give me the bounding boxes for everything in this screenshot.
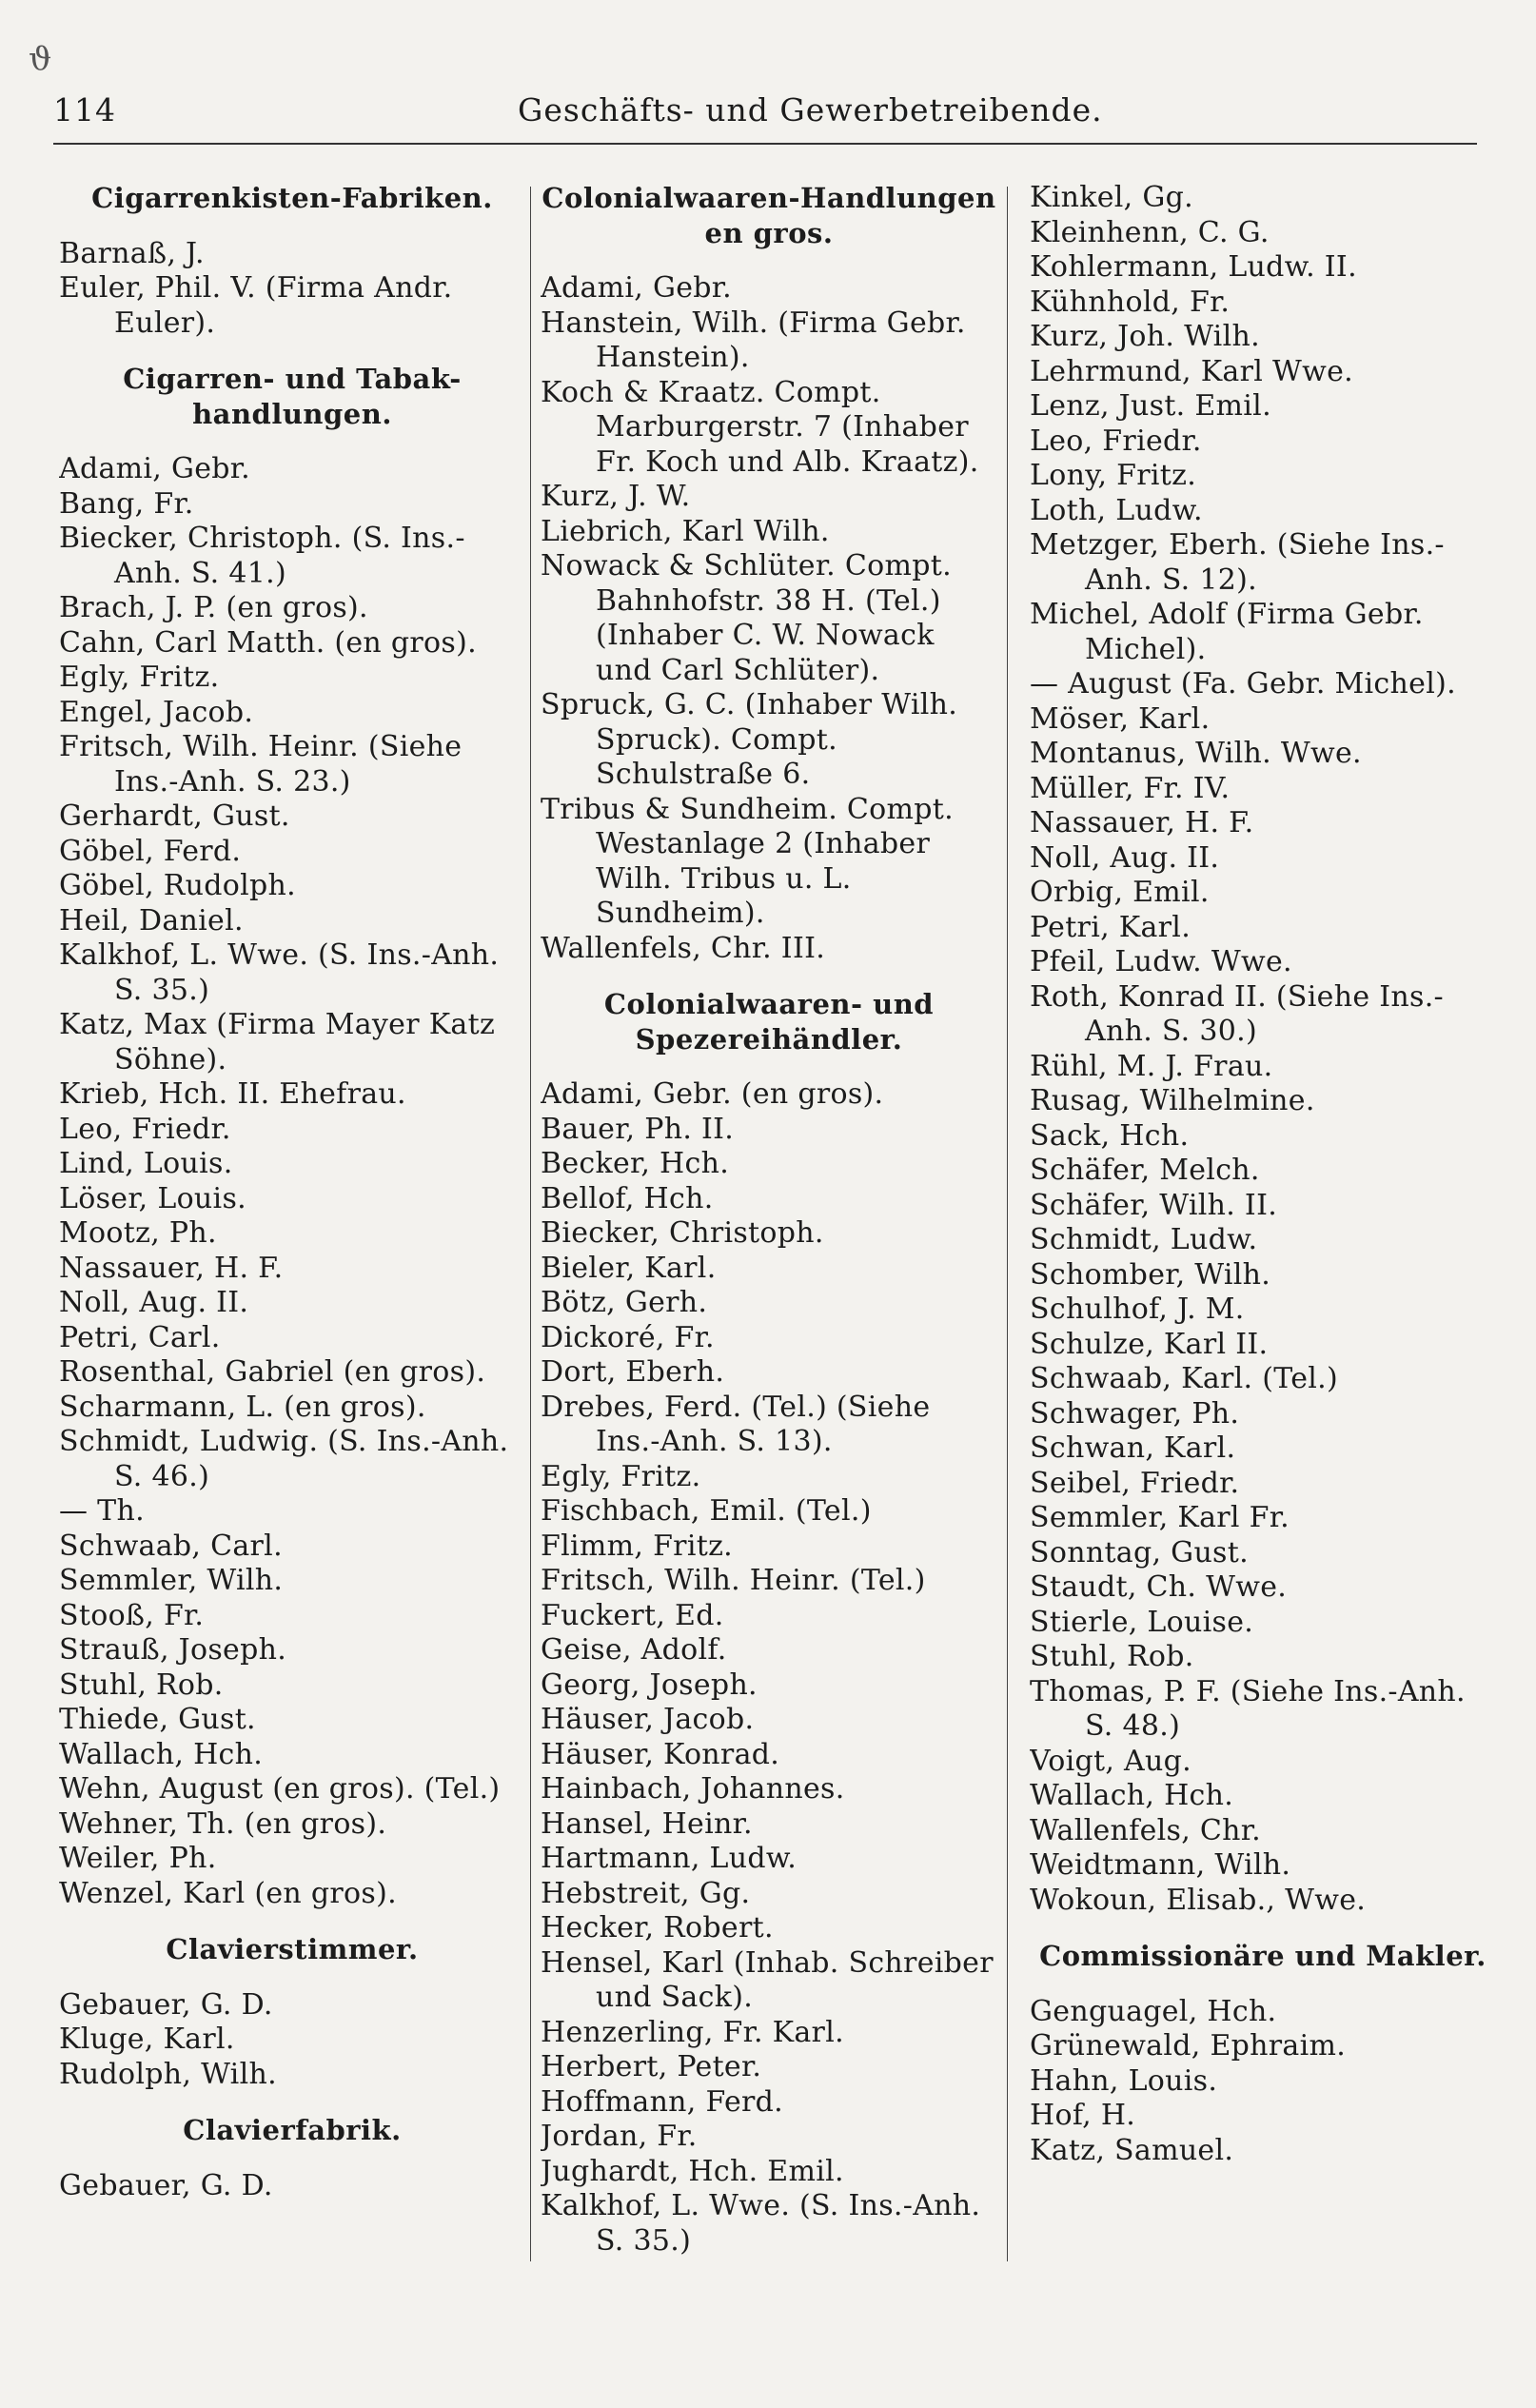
directory-entry: Gebauer, G. D. (59, 2168, 273, 2202)
directory-entry: Hebstreit, Gg. (541, 1876, 751, 1910)
directory-entry: Fritsch, Wilh. Heinr. (Tel.) (541, 1564, 926, 1597)
directory-entry: Barnaß, J. (59, 236, 205, 270)
directory-entry: Krieb, Hch. II. Ehefrau. (59, 1077, 406, 1111)
directory-entry: Löser, Louis. (59, 1181, 246, 1215)
entry-list (541, 1077, 997, 2259)
directory-entry: Wallach, Hch. (59, 1737, 264, 1771)
directory-entry: Wallenfels, Chr. III. (541, 931, 826, 965)
directory-entry: Egly, Fritz. (59, 661, 220, 694)
column-3 (1030, 181, 1496, 2370)
directory-entry: Nassauer, H. F. (59, 1251, 284, 1285)
directory-entry: Schäfer, Melch. (1030, 1154, 1260, 1187)
directory-entry: Pfeil, Ludw. Wwe. (1030, 945, 1292, 978)
directory-entry: Mootz, Ph. (59, 1216, 217, 1250)
directory-entry: Genguagel, Hch. (1030, 1994, 1277, 2028)
directory-entry: Henzerling, Fr. Karl. (541, 2015, 844, 2049)
directory-section (1030, 1939, 1496, 2168)
directory-section (1030, 181, 1496, 1918)
directory-entry: Möser, Karl. (1030, 701, 1211, 736)
directory-entry: Cahn, Carl Matth. (en gros). (59, 625, 477, 660)
directory-entry: Katz, Samuel. (1030, 2133, 1234, 2167)
directory-entry: Rudolph, Wilh. (59, 2057, 277, 2091)
directory-entry: Wokoun, Elisab., Wwe. (1030, 1883, 1367, 1917)
section-title: Clavierstimmer. (166, 1933, 419, 1965)
directory-entry: Hecker, Robert. (541, 1911, 774, 1944)
section-title: Clavierfabrik. (183, 2114, 402, 2146)
directory-entry: Kalkhof, L. Wwe. (S. Ins.-Anh. S. 35.) (541, 2189, 981, 2258)
directory-entry: Schwan, Karl. (1030, 1431, 1236, 1465)
directory-entry: Sack, Hch. (1030, 1118, 1190, 1153)
section-title: Colonialwaaren- und Spezereihändler. (603, 988, 935, 1056)
directory-section (59, 181, 525, 341)
directory-entry: Adami, Gebr. (59, 452, 250, 485)
directory-entry: Stuhl, Rob. (59, 1668, 224, 1702)
directory-entry: Fritsch, Wilh. Heinr. (Siehe Ins.-Anh. S. 23.) (59, 730, 463, 799)
directory-entry: Wehn, August (en gros). (Tel.) (59, 1772, 501, 1806)
directory-entry: Montanus, Wilh. Wwe. (1030, 737, 1362, 770)
directory-entry: Koch & Kraatz. Compt. Marburgerstr. 7 (Inhaber Fr. Koch und Alb. Kraatz). (541, 375, 979, 479)
column-divider (1007, 187, 1008, 2261)
directory-entry: Biecker, Christoph. (S. Ins.-Anh. S. 41.) (59, 522, 465, 590)
directory-entry: Lony, Fritz. (1030, 459, 1197, 492)
directory-entry: Noll, Aug. II. (59, 1286, 249, 1319)
directory-entry: Seibel, Friedr. (1030, 1466, 1240, 1500)
directory-entry: Sonntag, Gust. (1030, 1535, 1249, 1569)
entry-list (59, 237, 525, 342)
directory-entry: Schwaab, Karl. (Tel.) (1030, 1362, 1338, 1395)
directory-entry: Semmler, Karl Fr. (1030, 1501, 1290, 1534)
directory-entry: Schäfer, Wilh. II. (1030, 1188, 1278, 1222)
directory-entry: Roth, Konrad II. (Siehe Ins.-Anh. S. 30.) (1030, 979, 1444, 1048)
directory-entry: Biecker, Christoph. (541, 1216, 824, 1250)
directory-section (541, 181, 997, 966)
directory-entry: Hainbach, Johannes. (541, 1772, 845, 1806)
directory-entry: Gebauer, G. D. (59, 1987, 273, 2022)
directory-entry: Göbel, Rudolph. (59, 869, 296, 902)
directory-entry: Wallenfels, Chr. (1030, 1813, 1261, 1847)
page-header (53, 91, 1477, 139)
directory-entry: Weidtmann, Wilh. (1030, 1848, 1291, 1882)
entry-list (59, 1988, 525, 2093)
directory-entry: Kohlermann, Ludw. II. (1030, 250, 1357, 284)
directory-section (59, 362, 525, 1911)
directory-entry: Bieler, Karl. (541, 1251, 717, 1285)
directory-entry: Rosenthal, Gabriel (en gros). (59, 1355, 486, 1389)
directory-entry: Hof, H. (1030, 2099, 1136, 2132)
directory-entry: Engel, Jacob. (59, 695, 254, 729)
section-title: Cigarrenkisten-Fabriken. (91, 182, 493, 214)
directory-entry: Drebes, Ferd. (Tel.) (Siehe Ins.-Anh. S. 13). (541, 1390, 931, 1458)
directory-entry: Schulhof, J. M. (1030, 1293, 1245, 1326)
directory-entry: Metzger, Eberh. (Siehe Ins.-Anh. S. 12). (1030, 528, 1445, 597)
directory-entry: Schmidt, Ludwig. (S. Ins.-Anh. S. 46.) (59, 1425, 509, 1493)
directory-entry: Rusag, Wilhelmine. (1030, 1084, 1315, 1117)
directory-entry: Bötz, Gerh. (541, 1286, 708, 1319)
directory-entry: Jordan, Fr. (541, 2120, 698, 2153)
running-title: Geschäfts- und Gewerbetreibende. (518, 91, 1103, 128)
directory-section (541, 987, 997, 2259)
directory-entry: Semmler, Wilh. (59, 1564, 284, 1597)
directory-entry: Orbig, Emil. (1030, 876, 1210, 909)
directory-entry: Nassauer, H. F. (1030, 806, 1254, 839)
directory-entry: Häuser, Konrad. (541, 1737, 780, 1771)
directory-entry: Schulze, Karl II. (1030, 1327, 1269, 1361)
directory-entry: Heil, Daniel. (59, 903, 244, 938)
directory-entry: Hansel, Heinr. (541, 1806, 753, 1841)
section-title: Commissionäre und Makler. (1039, 1940, 1487, 1972)
entry-list (59, 452, 525, 1911)
directory-entry: Euler, Phil. V. (Firma Andr. Euler). (59, 271, 453, 340)
directory-entry: Loth, Ludw. (1030, 493, 1203, 527)
directory-entry: Hoffmann, Ferd. (541, 2084, 783, 2119)
directory-entry: Dickoré, Fr. (541, 1320, 715, 1354)
directory-entry: Lenz, Just. Emil. (1030, 389, 1271, 423)
directory-entry: Lehrmund, Karl Wwe. (1030, 354, 1353, 388)
directory-entry: Tribus & Sundheim. Compt. Westanlage 2 (Inhaber Wilh. Tribus u. L. Sundheim). (541, 792, 954, 930)
directory-entry: Leo, Friedr. (1030, 424, 1202, 458)
directory-entry: Michel, Adolf (Firma Gebr. Michel). (1030, 598, 1424, 666)
directory-entry: Rühl, M. J. Frau. (1030, 1049, 1273, 1083)
corner-mark: ϑ (29, 40, 52, 78)
column-divider (530, 187, 531, 2261)
directory-entry: Schmidt, Ludw. (1030, 1223, 1258, 1256)
directory-entry: Stooß, Fr. (59, 1598, 205, 1632)
directory-entry: Liebrich, Karl Wilh. (541, 514, 830, 548)
directory-entry: Hensel, Karl (Inhab. Schreiber und Sack). (541, 1945, 994, 2014)
directory-entry: Herbert, Peter. (541, 2050, 762, 2083)
directory-entry: Leo, Friedr. (59, 1112, 231, 1146)
directory-entry: Schwaab, Carl. (59, 1529, 283, 1563)
directory-entry: Schomber, Wilh. (1030, 1257, 1271, 1292)
directory-entry: Egly, Fritz. (541, 1459, 701, 1493)
directory-entry: Hahn, Louis. (1030, 2063, 1218, 2098)
directory-entry: Stuhl, Rob. (1030, 1640, 1194, 1673)
entry-list (59, 2169, 525, 2204)
directory-entry: Brach, J. P. (en gros). (59, 591, 368, 624)
directory-entry: Kinkel, Gg. (1030, 181, 1193, 214)
column-2 (541, 181, 997, 2370)
directory-entry: Kühnhold, Fr. (1030, 285, 1231, 319)
directory-entry: Nowack & Schlüter. Compt. Bahnhofstr. 38 H. (Tel.) (Inhaber C. W. Nowack und Carl Schlüter). (541, 549, 952, 687)
directory-entry: Petri, Karl. (1030, 910, 1191, 944)
directory-entry: Weiler, Ph. (59, 1842, 217, 1875)
entry-list (1030, 1995, 1496, 2169)
directory-entry: Bellof, Hch. (541, 1181, 714, 1215)
directory-entry: Müller, Fr. IV. (1030, 771, 1231, 805)
directory-section (59, 2113, 525, 2203)
directory-entry: Wehner, Th. (en gros). (59, 1806, 387, 1841)
directory-entry: Gerhardt, Gust. (59, 799, 290, 833)
directory-section (59, 1932, 525, 2092)
directory-entry: Adami, Gebr. (541, 271, 732, 305)
directory-entry: Hartmann, Ludw. (541, 1842, 798, 1875)
header-rule (53, 143, 1477, 145)
directory-entry: Kluge, Karl. (59, 2023, 235, 2056)
directory-entry: Petri, Carl. (59, 1320, 221, 1354)
directory-entry: — August (Fa. Gebr. Michel). (1030, 667, 1456, 701)
directory-entry: Kleinhenn, C. G. (1030, 215, 1270, 249)
directory-entry: Georg, Joseph. (541, 1668, 758, 1702)
directory-entry: Katz, Max (Firma Mayer Katz Söhne). (59, 1008, 496, 1076)
directory-entry: Kurz, Joh. Wilh. (1030, 320, 1260, 353)
directory-entry: Dort, Eberh. (541, 1355, 725, 1389)
directory-entry: Staudt, Ch. Wwe. (1030, 1570, 1288, 1604)
directory-entry: Schwager, Ph. (1030, 1396, 1240, 1431)
directory-entry: Flimm, Fritz. (541, 1529, 734, 1563)
directory-entry: Thiede, Gust. (59, 1703, 256, 1736)
directory-entry: Fuckert, Ed. (541, 1598, 724, 1632)
directory-entry: Grünewald, Ephraim. (1030, 2029, 1347, 2063)
directory-entry: Adami, Gebr. (en gros). (541, 1077, 884, 1111)
directory-entry: Thomas, P. F. (Siehe Ins.-Anh. S. 48.) (1030, 1674, 1466, 1743)
directory-entry: Kalkhof, L. Wwe. (S. Ins.-Anh. S. 35.) (59, 938, 500, 1007)
directory-entry: Wallach, Hch. (1030, 1779, 1234, 1812)
directory-entry: Geise, Adolf. (541, 1633, 727, 1667)
directory-entry: Spruck, G. C. (Inhaber Wilh. Spruck). Compt. Schulstraße 6. (541, 688, 958, 791)
directory-entry: Kurz, J. W. (541, 480, 691, 513)
directory-entry: Bauer, Ph. II. (541, 1112, 735, 1146)
directory-entry: Becker, Hch. (541, 1147, 730, 1180)
entry-list (541, 271, 997, 966)
section-title: Cigarren- und Tabak-handlungen. (123, 363, 462, 430)
directory-entry: Scharmann, L. (en gros). (59, 1390, 426, 1424)
directory-entry: Wenzel, Karl (en gros). (59, 1876, 397, 1910)
directory-entry: Jughardt, Hch. Emil. (541, 2154, 844, 2188)
directory-entry: — Th. (59, 1494, 145, 1528)
section-title: Colonialwaaren-Handlungen en gros. (542, 182, 996, 249)
column-1 (59, 181, 525, 2370)
directory-entry: Voigt, Aug. (1030, 1744, 1191, 1778)
directory-entry: Hanstein, Wilh. (Firma Gebr. Hanstein). (541, 306, 966, 374)
directory-entry: Lind, Louis. (59, 1147, 233, 1180)
directory-entry: Fischbach, Emil. (Tel.) (541, 1494, 872, 1528)
directory-entry: Häuser, Jacob. (541, 1703, 755, 1736)
directory-entry: Noll, Aug. II. (1030, 840, 1220, 875)
page-number: 114 (53, 91, 116, 128)
directory-entry: Göbel, Ferd. (59, 834, 242, 868)
entry-list (1030, 181, 1496, 1918)
directory-entry: Strauß, Joseph. (59, 1633, 287, 1667)
directory-entry: Stierle, Louise. (1030, 1605, 1254, 1639)
directory-entry: Bang, Fr. (59, 486, 194, 521)
